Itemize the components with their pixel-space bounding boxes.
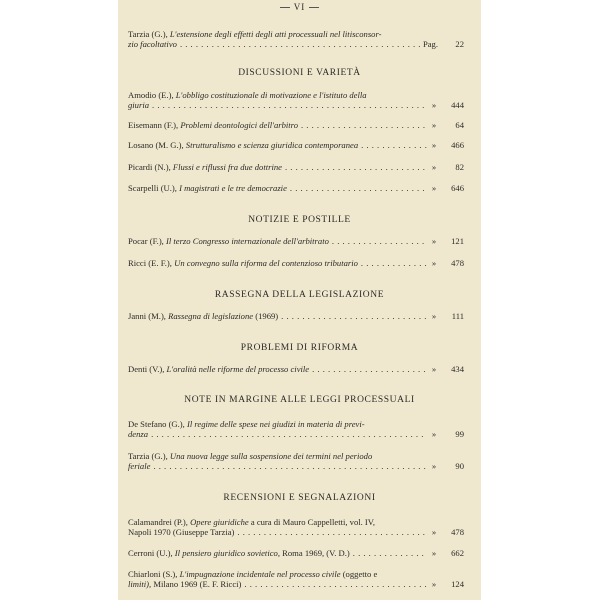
leader-dots [244,579,427,589]
toc-entry-eisemann [128,120,464,130]
toc-entry-amodio [128,90,464,110]
ditto-mark: » [431,258,437,268]
page-header [118,2,481,12]
page-number: VI [293,2,306,12]
leader-dots [332,236,427,246]
section-heading-rassegna: RASSEGNA DELLA LEGISLAZIONE [214,290,385,300]
entry-title: Il pensiero giuridico sovietico, [174,548,280,558]
entry-page: 478 [451,527,464,537]
leader-dots [153,461,427,471]
leader-dots [152,100,427,110]
entry-author: Denti (V.), [128,364,165,374]
ditto-mark: » [431,579,437,589]
entry-title: Flussi e riflussi fra due dottrine [172,162,282,172]
entry-author: Amodio (E.), [128,90,174,100]
entry-details-cont: Milano 1969 (E. F. Ricci) [153,579,242,589]
header-dash-left [280,7,290,8]
leader-dots [237,527,427,537]
page-prefix: Pag. [422,39,438,49]
entry-title: L'estensione degli effetti degli atti processuali nel litisconsor- [169,29,382,39]
toc-entry-scarpelli [128,183,464,193]
book-page [118,0,481,600]
entry-author: Tarzia (G.), [128,451,168,461]
leader-dots [361,140,427,150]
header-dash-right [309,7,319,8]
entry-author: Tarzia (G.), [128,29,168,39]
entry-title-cont: feriale [128,461,151,471]
leader-dots [290,183,427,193]
toc-entry-pocar [128,236,464,246]
leader-dots [180,39,420,49]
ditto-mark: » [431,364,437,374]
entry-title: Un convegno sulla riforma del contenzioso tributario [174,258,358,268]
entry-author: Calamandrei (P.), [128,517,188,527]
entry-page: 22 [455,39,464,49]
entry-page: 99 [455,429,464,439]
entry-title: L'obbligo costituzionale di motivazione e l'istituto della [175,90,367,100]
ditto-mark: » [431,311,437,321]
entry-page: 90 [455,461,464,471]
entry-page: 662 [451,548,464,558]
toc-entry-cerroni [128,548,464,558]
entry-details: a cura di Mauro Cappelletti, vol. IV, [250,517,376,527]
entry-title: Strutturalismo e scienza giuridica contemporanea [185,140,359,150]
section-heading-problemi: PROBLEMI DI RIFORMA [240,343,359,353]
ditto-mark: » [431,461,437,471]
entry-page: 121 [451,236,464,246]
entry-title-cont: limiti), [128,579,152,589]
toc-entry-de-stefano [128,419,464,439]
entry-page: 111 [451,311,464,321]
entry-title: Opere giuridiche [190,517,249,527]
section-heading-notizie: NOTIZIE E POSTILLE [248,215,351,225]
entry-title: Il terzo Congresso internazionale dell'arbitrato [165,236,329,246]
ditto-mark: » [431,527,437,537]
entry-page: 466 [451,140,464,150]
entry-author: Janni (M.), [128,311,166,321]
entry-page: 124 [451,579,464,589]
section-heading-recensioni: RECENSIONI E SEGNALAZIONI [223,493,376,503]
toc-entry-janni [128,311,464,321]
entry-title: L'oralità nelle riforme del processo civile [166,364,310,374]
entry-title: Una nuova legge sulla sospensione dei termini nel periodo [169,451,373,461]
toc-entry-tarzia-estensione [128,29,464,49]
entry-title: I magistrati e le tre democrazie [179,183,287,193]
ditto-mark: » [431,162,437,172]
entry-year: (1969) [255,311,279,321]
entry-author: Eisemann (F.), [128,120,179,130]
entry-details-cont: Napoli 1970 (Giuseppe Tarzia) [128,527,235,537]
entry-author: De Stefano (G.), [128,419,185,429]
ditto-mark: » [431,140,437,150]
leader-dots [301,120,427,130]
entry-details: Roma 1969, (V. D.) [282,548,350,558]
section-heading-discussioni: DISCUSSIONI E VARIETÀ [238,68,361,78]
leader-dots [281,311,427,321]
ditto-mark: » [431,548,437,558]
toc-entry-ricci [128,258,464,268]
toc-entry-chiarloni [128,569,464,589]
entry-page: 646 [451,183,464,193]
leader-dots [353,548,427,558]
leader-dots [361,258,427,268]
leader-dots [285,162,427,172]
ditto-mark: » [431,236,437,246]
entry-author: Ricci (E. F.), [128,258,172,268]
leader-dots [312,364,427,374]
entry-page: 434 [451,364,464,374]
entry-author: Pocar (F.), [128,236,164,246]
entry-author: Losano (M. G.), [128,140,184,150]
entry-title: L'impugnazione incidentale nel processo civile [179,569,341,579]
entry-author: Cerroni (U.), [128,548,173,558]
toc-entry-calamandrei [128,517,464,537]
entry-page: 444 [451,100,464,110]
ditto-mark: » [431,120,437,130]
toc-entry-picardi [128,162,464,172]
leader-dots [151,429,427,439]
entry-title: Il regime delle spese nei giudizi in materia di previ- [186,419,365,429]
ditto-mark: » [431,429,437,439]
entry-author: Picardi (N.), [128,162,171,172]
toc-entry-losano [128,140,464,150]
ditto-mark: » [431,100,437,110]
entry-author: Chiarloni (S.), [128,569,178,579]
toc-entry-tarzia-legge [128,451,464,471]
entry-title: Rassegna di legislazione [168,311,254,321]
toc-entry-denti [128,364,464,374]
entry-page: 82 [455,162,464,172]
entry-page: 64 [455,120,464,130]
entry-page: 478 [451,258,464,268]
entry-title-cont: denza [128,429,149,439]
entry-title: Problemi deontologici dell'arbitro [180,120,298,130]
entry-title-cont: zio facoltativo [128,39,177,49]
section-heading-note-margine: NOTE IN MARGINE ALLE LEGGI PROCESSUALI [184,395,415,405]
entry-author: Scarpelli (U.), [128,183,177,193]
ditto-mark: » [431,183,437,193]
entry-title-cont: giuria [128,100,150,110]
entry-details: (oggetto e [342,569,378,579]
